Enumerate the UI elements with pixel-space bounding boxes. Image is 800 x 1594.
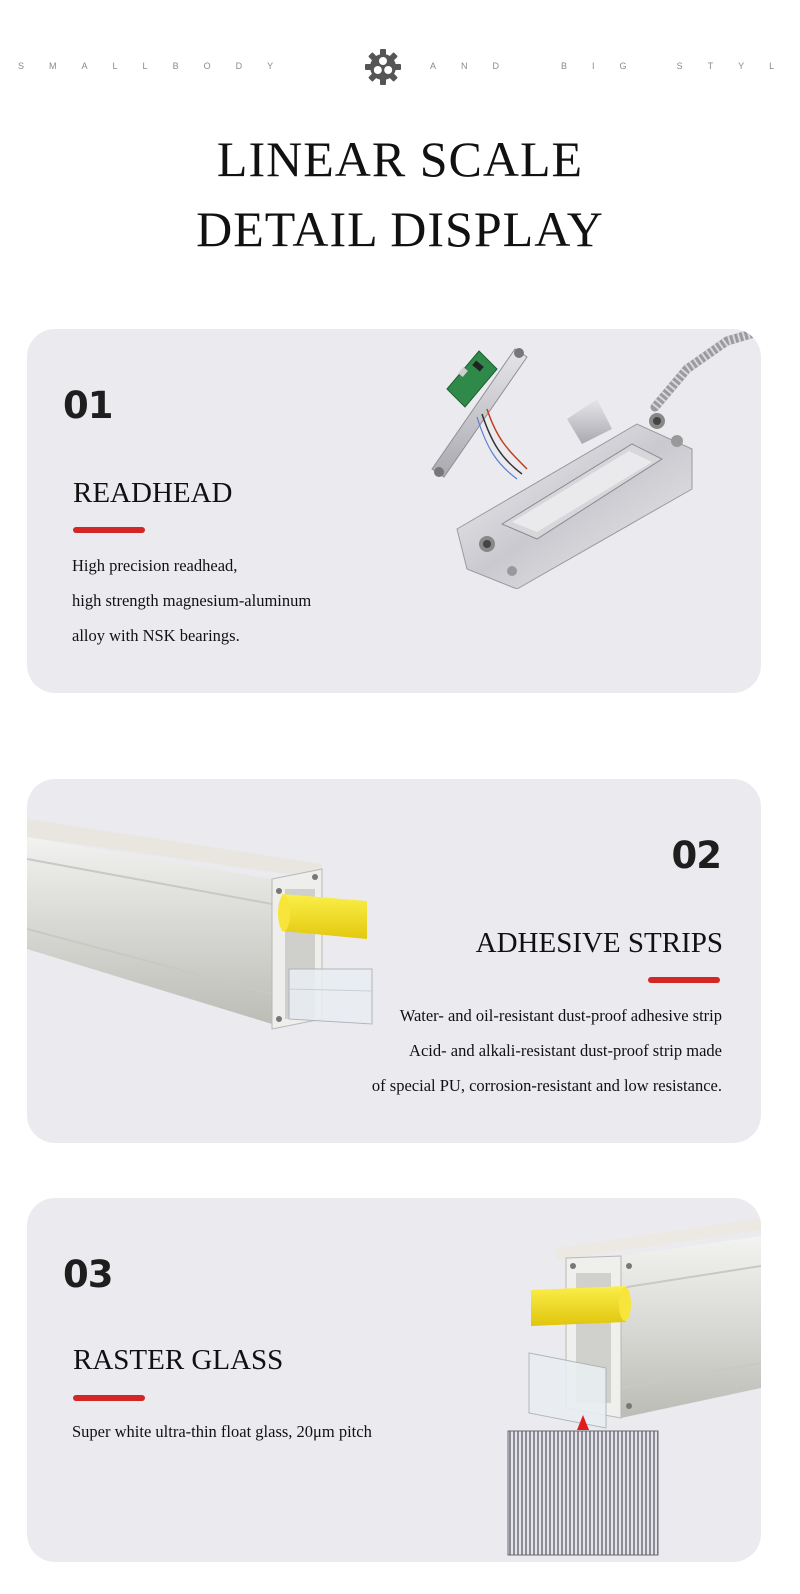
tagline-letter: L [142, 61, 148, 71]
section-number: 01 [63, 384, 113, 427]
section-heading: ADHESIVE STRIPS [475, 927, 723, 959]
tagline-left [18, 61, 273, 71]
section-number: 02 [671, 834, 721, 877]
tagline-letter: L [769, 61, 775, 71]
description-line: Acid- and alkali-resistant dust-proof strip made [409, 1041, 722, 1060]
gear-icon [364, 48, 402, 86]
page-title-line-2: DETAIL DISPLAY [196, 201, 604, 257]
tagline [0, 44, 800, 88]
tagline-letter: A [81, 61, 88, 71]
tagline-letter: S [676, 61, 683, 71]
tagline-letter: I [592, 61, 595, 71]
section-readhead [27, 329, 761, 693]
section-heading: RASTER GLASS [73, 1344, 284, 1376]
section-heading: READHEAD [73, 477, 233, 509]
raster-glass-image [481, 1218, 761, 1562]
tagline-letter: Y [738, 61, 745, 71]
tagline-letter: S [18, 61, 25, 71]
tagline-letter: B [561, 61, 568, 71]
tagline-letter: M [49, 61, 57, 71]
tagline-letter: L [112, 61, 118, 71]
page-title [0, 124, 800, 264]
tagline-letter: Y [267, 61, 274, 71]
accent-bar [648, 977, 720, 983]
tagline-letter: D [235, 61, 243, 71]
section-number: 03 [63, 1253, 113, 1296]
section-raster-glass [27, 1198, 761, 1562]
tagline-letter: N [461, 61, 468, 71]
tagline-letter: G [619, 61, 627, 71]
accent-bar [73, 527, 145, 533]
section-adhesive-strips [27, 779, 761, 1143]
description-line: alloy with NSK bearings. [72, 626, 240, 645]
section-description [372, 998, 722, 1103]
page-title-line-1: LINEAR SCALE [216, 131, 584, 187]
description-line: Super white ultra-thin float glass, 20μm pitch [72, 1422, 372, 1441]
description-line: high strength magnesium-aluminum [72, 591, 312, 610]
aluminum-profile-image [27, 819, 387, 1049]
section-description [72, 1414, 372, 1449]
description-line: High precision readhead, [72, 556, 238, 575]
tagline-letter: D [492, 61, 500, 71]
description-line: of special PU, corrosion-resistant and low resistance. [371, 1076, 722, 1095]
readhead-image [387, 329, 761, 589]
tagline-letter: O [203, 61, 211, 71]
tagline-letter: A [430, 61, 437, 71]
tagline-letter: T [707, 61, 714, 71]
description-line: Water- and oil-resistant dust-proof adhesive strip [399, 1006, 722, 1025]
section-description [72, 548, 311, 653]
tagline-letter: B [172, 61, 179, 71]
accent-bar [73, 1395, 145, 1401]
tagline-right [430, 61, 774, 71]
